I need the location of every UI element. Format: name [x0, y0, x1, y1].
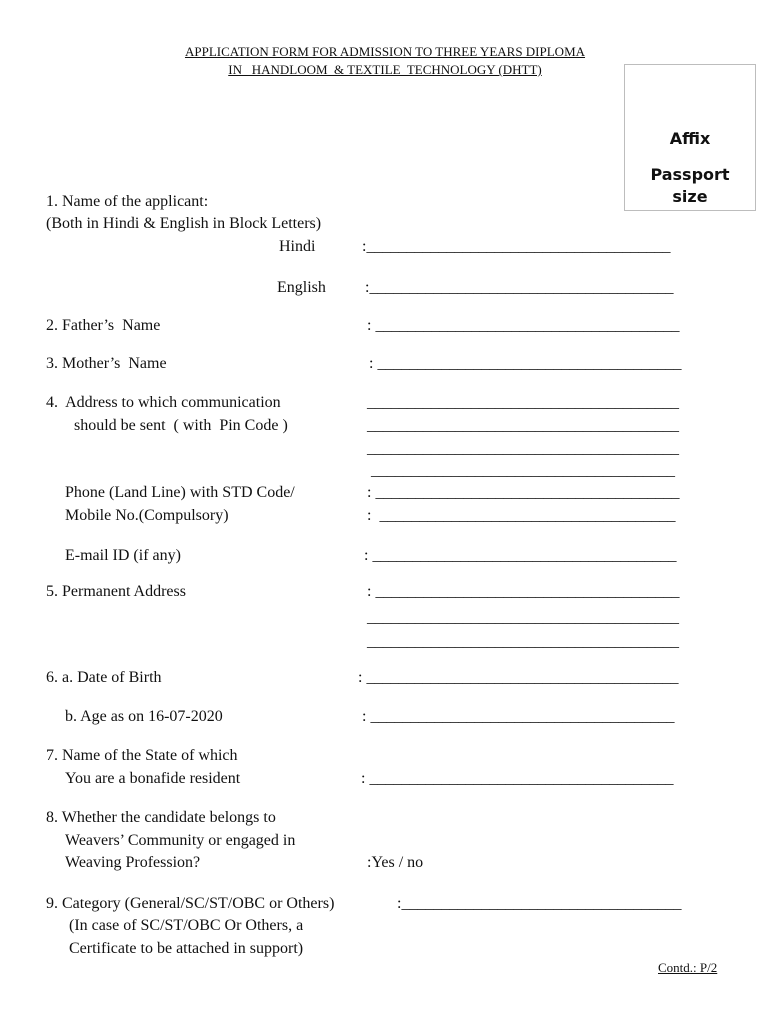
age-field[interactable]: : ______________________________________: [362, 708, 675, 725]
address-label-line-1: 4. Address to which communication: [46, 394, 281, 411]
photo-label-size: size: [672, 187, 708, 206]
weaver-yes-no-option[interactable]: :Yes / no: [367, 854, 424, 871]
date-of-birth-field[interactable]: : _______________________________________: [358, 669, 679, 686]
phone-label: Phone (Land Line) with STD Code/: [65, 484, 295, 501]
english-name-label: English: [277, 279, 326, 296]
state-label-line-2: You are a bonafide resident: [65, 770, 241, 787]
photo-label-affix: Affix: [669, 129, 711, 148]
permanent-address-field-3[interactable]: _______________________________________: [367, 633, 679, 650]
permanent-address-field-1[interactable]: : ______________________________________: [367, 583, 680, 600]
form-title-line-1: APPLICATION FORM FOR ADMISSION TO THREE YEARS DIPLOMA: [184, 44, 586, 59]
email-field[interactable]: : ______________________________________: [364, 547, 677, 564]
passport-photo-box: [624, 64, 756, 211]
address-field-line-4[interactable]: ______________________________________: [371, 462, 675, 479]
category-label: 9. Category (General/SC/ST/OBC or Others): [46, 895, 335, 912]
mothers-name-field[interactable]: : ______________________________________: [369, 355, 682, 372]
fathers-name-label: 2. Father’s Name: [46, 317, 161, 334]
hindi-name-label: Hindi: [279, 238, 316, 255]
date-of-birth-label: 6. a. Date of Birth: [46, 669, 162, 686]
permanent-address-label: 5. Permanent Address: [46, 583, 186, 600]
q1-sub-label: (Both in Hindi & English in Block Letters): [46, 215, 322, 232]
mobile-field[interactable]: : _____________________________________: [367, 507, 676, 524]
mothers-name-label: 3. Mother’s Name: [46, 355, 167, 372]
mobile-label: Mobile No.(Compulsory): [65, 507, 229, 524]
weaver-question-line-2: Weavers’ Community or engaged in: [65, 832, 296, 849]
address-field-line-1[interactable]: _______________________________________: [367, 394, 679, 411]
q1-label: 1. Name of the applicant:: [46, 193, 209, 210]
continued-note: Contd.: P/2: [658, 960, 718, 975]
phone-field[interactable]: : ______________________________________: [367, 484, 680, 501]
hindi-name-field[interactable]: :______________________________________: [362, 238, 671, 255]
category-note-line-2: Certificate to be attached in support): [69, 940, 304, 957]
permanent-address-field-2[interactable]: _______________________________________: [367, 609, 679, 626]
email-label: E-mail ID (if any): [65, 547, 181, 564]
category-note-line-1: (In case of SC/ST/OBC Or Others, a: [69, 917, 304, 934]
english-name-field[interactable]: :______________________________________: [365, 279, 674, 296]
weaver-question-line-1: 8. Whether the candidate belongs to: [46, 809, 276, 826]
weaver-question-line-3: Weaving Profession?: [65, 854, 201, 871]
age-label: b. Age as on 16-07-2020: [65, 708, 223, 725]
form-title-line-2: IN HANDLOOM & TEXTILE TECHNOLOGY (DHTT): [228, 62, 542, 77]
fathers-name-field[interactable]: : ______________________________________: [367, 317, 680, 334]
state-field[interactable]: : ______________________________________: [361, 770, 674, 787]
address-label-line-2: should be sent ( with Pin Code ): [74, 417, 288, 434]
address-field-line-3[interactable]: _______________________________________: [367, 440, 679, 457]
category-field[interactable]: :___________________________________: [397, 895, 682, 912]
photo-label-passport: Passport: [650, 165, 730, 184]
state-label-line-1: 7. Name of the State of which: [46, 747, 238, 764]
address-field-line-2[interactable]: _______________________________________: [367, 417, 679, 434]
